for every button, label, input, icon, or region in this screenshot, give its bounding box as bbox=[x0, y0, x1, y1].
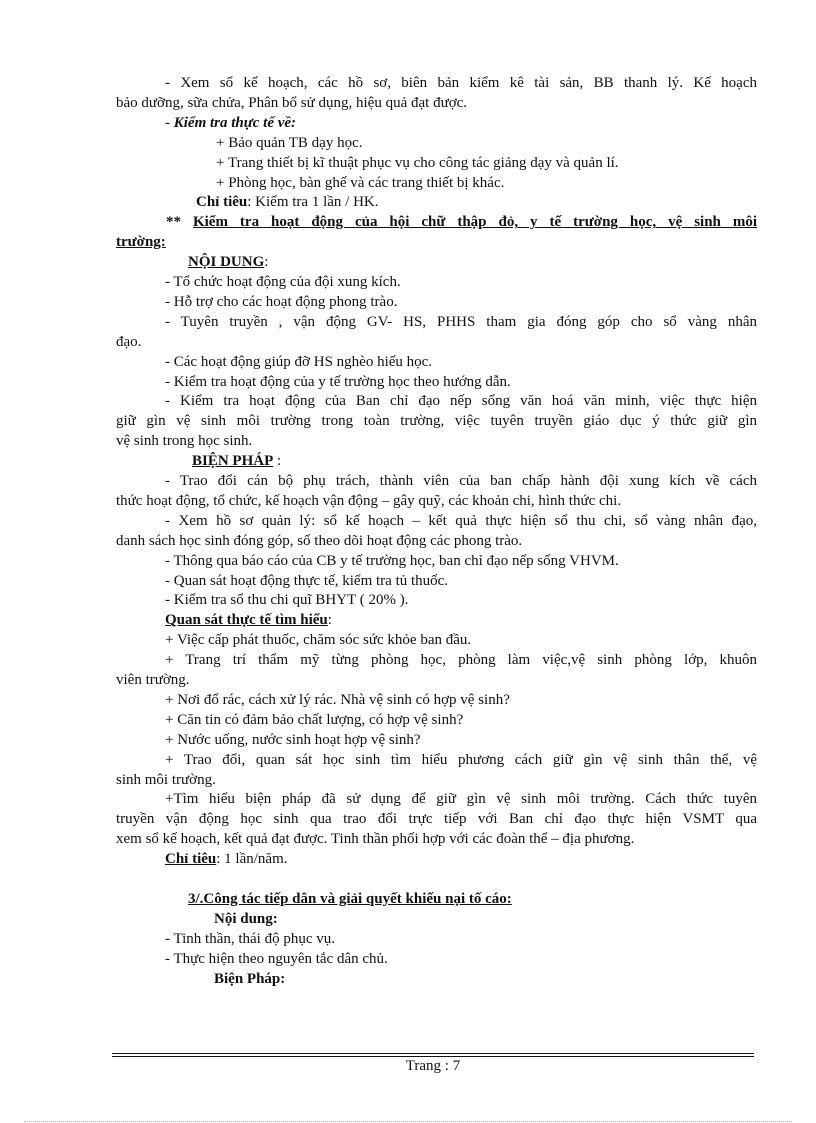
list-item: - Thực hiện theo nguyên tắc dân chủ. bbox=[165, 950, 388, 967]
target-value: : Kiểm tra 1 lần / HK. bbox=[247, 194, 379, 211]
target-value: : 1 lần/năm. bbox=[216, 851, 288, 868]
list-item: - Kiểm tra hoạt động của y tế trường học theo hướng dẫn. bbox=[165, 373, 511, 390]
observe-label: Quan sát thực tế tìm hiểu bbox=[165, 612, 328, 629]
bullet-item: + Căn tin có đảm bảo chất lượng, có hợp vệ sinh? bbox=[165, 711, 464, 728]
list-item-cont: đạo. bbox=[116, 333, 142, 350]
list-item: - Các hoạt động giúp đỡ HS nghèo hiếu học. bbox=[165, 353, 433, 370]
bullet-item: + Việc cấp phát thuốc, chăm sóc sức khỏe ban đầu. bbox=[165, 632, 472, 649]
list-item: - Kiểm tra sổ thu chi quĩ BHYT ( 20% ). bbox=[165, 592, 409, 609]
target-line bbox=[116, 850, 757, 870]
paragraph-line: bảo dưỡng, sữa chửa, Phân bổ sử dụng, hiệu quả đạt được. bbox=[116, 94, 468, 111]
section-3-heading bbox=[116, 890, 757, 910]
target-label: Chỉ tiêu bbox=[196, 194, 248, 211]
heading-prefix: ** bbox=[166, 214, 193, 231]
measures-heading: Biện Pháp: bbox=[214, 970, 286, 987]
bullet-item-cont: sinh môi trường. bbox=[116, 771, 216, 788]
list-item: - Tuyên truyền , vận động GV- HS, PHHS tham gia đóng góp cho sổ vàng nhân bbox=[165, 313, 757, 330]
section-heading-cont bbox=[116, 233, 757, 253]
list-item: - Kiểm tra hoạt động của Ban chỉ đạo nếp sống văn hoá văn minh, việc thực hiện bbox=[165, 393, 757, 410]
bullet-item-cont: truyền vận động học sinh qua trao đổi trực tiếp với Ban chỉ đạo thực hiện VSMT qua bbox=[116, 811, 757, 828]
list-item: - Thông qua báo cáo của CB y tế trường học, ban chỉ đạo nếp sống VHVM. bbox=[165, 552, 619, 569]
bullet-item-cont: xem sổ kế hoạch, kết quả đạt được. Tinh thần phối hợp với các đoàn thể – địa phương. bbox=[116, 831, 635, 848]
list-item: - Tổ chức hoạt động của đội xung kích. bbox=[165, 274, 401, 291]
list-item: - Xem hồ sơ quản lý: sổ kế hoạch – kết quả thực hiện sổ thu chi, sổ vàng nhân đạo, bbox=[165, 512, 757, 529]
bullet-item: + Trang thiết bị kĩ thuật phục vụ cho công tác giảng dạy và quản lí. bbox=[216, 154, 619, 171]
colon: : bbox=[264, 254, 269, 271]
measures-heading bbox=[116, 452, 757, 472]
heading-text: trường: bbox=[116, 234, 166, 251]
bullet-item-cont: viên trường. bbox=[116, 672, 190, 689]
dash: - bbox=[165, 114, 174, 131]
list-item-cont: danh sách học sinh đóng góp, sổ theo dõi hoạt động các phong trào. bbox=[116, 532, 523, 549]
section-3-title: 3/.Công tác tiếp dân và giải quyết khiếu nại tố cáo: bbox=[188, 891, 512, 908]
list-item-cont: giữ gìn vệ sinh môi trường trong toàn trường, việc tuyên truyền giáo dục ý thức giữ gìn bbox=[116, 413, 757, 430]
heading-text: Kiểm tra hoạt động của hội chữ thập đỏ, y tế trường học, vệ sinh môi bbox=[192, 214, 757, 231]
bullet-item: + Phòng học, bàn ghế và các trang thiết bị khác. bbox=[216, 174, 505, 191]
subheading-label: Kiểm tra thực tế về: bbox=[173, 114, 297, 131]
target-line bbox=[116, 193, 757, 213]
content-heading: Nội dung: bbox=[214, 910, 278, 927]
content-label: NỘI DUNG bbox=[188, 254, 265, 271]
measures-label: BIỆN PHÁP bbox=[192, 453, 274, 470]
observe-heading bbox=[116, 611, 757, 631]
paragraph-line: - Xem sổ kế hoạch, các hồ sơ, biên bản kiểm kê tài sản, BB thanh lý. Kế hoạch bbox=[165, 75, 757, 91]
target-label: Chỉ tiêu bbox=[165, 851, 217, 868]
colon: : bbox=[327, 612, 332, 629]
page-number: Trang : 7 bbox=[405, 1058, 461, 1074]
list-item: - Tinh thần, thái độ phục vụ. bbox=[165, 930, 336, 947]
list-item-cont: vệ sinh trong học sinh. bbox=[116, 433, 253, 450]
bullet-item: +Tìm hiểu biện pháp đã sử dụng để giữ gìn vệ sinh môi trường. Cách thức tuyên bbox=[165, 791, 757, 808]
list-item: - Hỗ trợ cho các hoạt động phong trào. bbox=[165, 293, 398, 310]
spacer bbox=[116, 870, 757, 890]
subheading bbox=[116, 114, 757, 134]
bullet-item: + Trao đổi, quan sát học sinh tìm hiểu phương cách giữ gìn vệ sinh thân thể, vệ bbox=[165, 751, 757, 768]
list-item: - Quan sát hoạt động thực tế, kiểm tra tủ thuốc. bbox=[165, 572, 449, 589]
page-edge bbox=[24, 1121, 792, 1122]
content-heading bbox=[116, 253, 757, 273]
document-body bbox=[116, 74, 757, 990]
bullet-item: + Bảo quản TB dạy học. bbox=[216, 134, 363, 151]
section-heading bbox=[116, 213, 757, 233]
bullet-item: + Nước uống, nước sinh hoạt hợp vệ sinh? bbox=[165, 731, 421, 748]
list-item-cont: thức hoạt động, tổ chức, kế hoạch vận động – gây quỹ, các khoản chi, hình thức chi. bbox=[116, 492, 622, 509]
bullet-item: + Nơi đổ rác, cách xử lý rác. Nhà vệ sinh có hợp vệ sinh? bbox=[165, 691, 510, 708]
bullet-item: + Trang trí thẩm mỹ từng phòng học, phòng làm việc,vệ sinh phòng lớp, khuôn bbox=[165, 652, 757, 669]
colon: : bbox=[273, 453, 282, 470]
list-item: - Trao đổi cán bộ phụ trách, thành viên của ban chấp hành đội xung kích về cách bbox=[165, 473, 757, 490]
